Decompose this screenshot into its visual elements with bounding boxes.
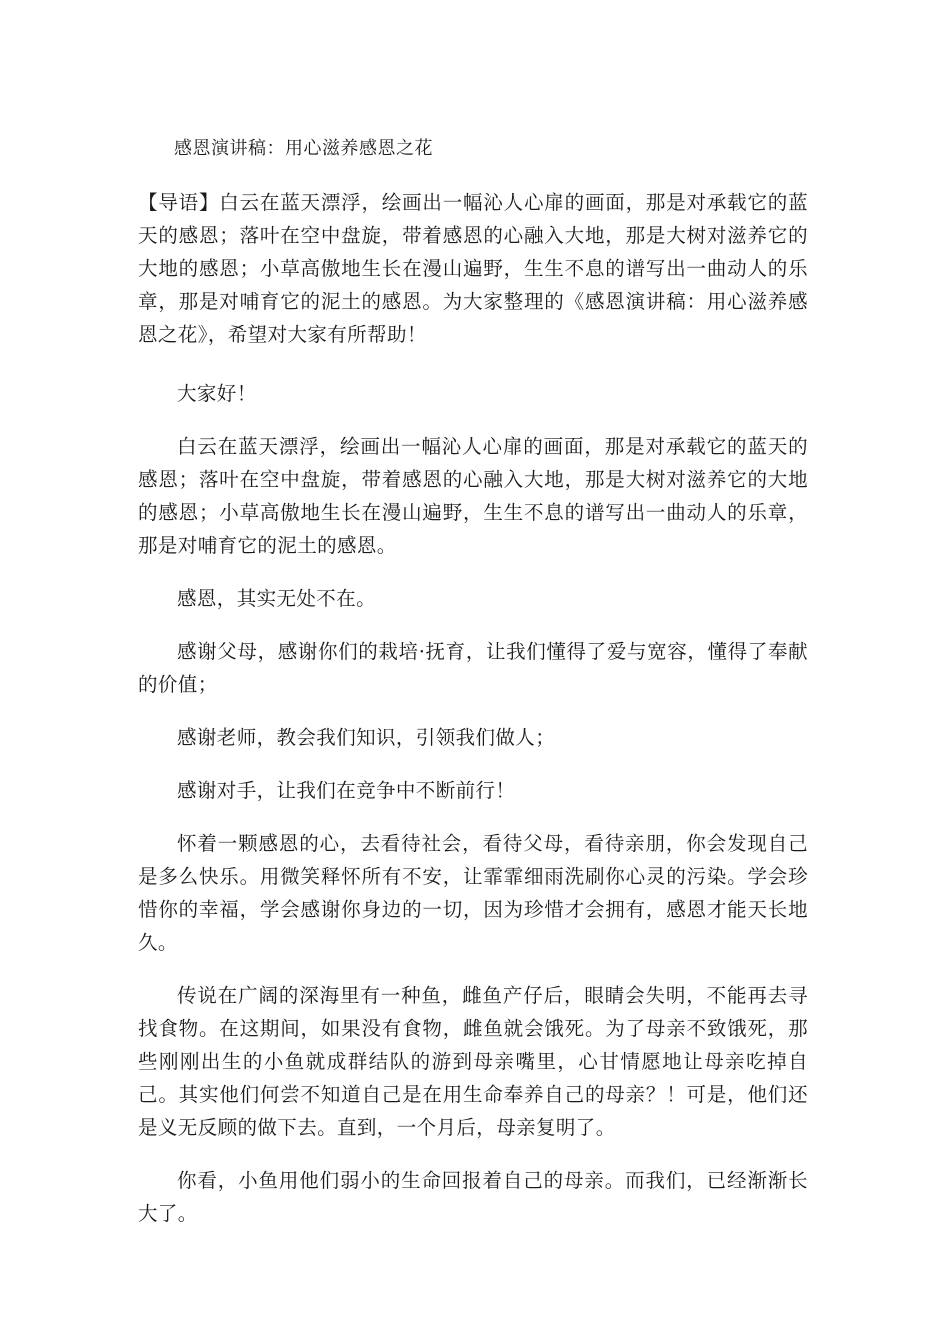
- body-paragraph: 你看，小鱼用他们弱小的生命回报着自己的母亲。而我们，已经渐渐长大了。: [138, 1169, 808, 1225]
- body-paragraph: 白云在蓝天漂浮，绘画出一幅沁人心扉的画面，那是对承载它的蓝天的感恩；落叶在空中盘旋，带着感恩的心融入大地，那是大树对滋养它的大地的感恩；小草高傲地生长在漫山遍野，生生不息的谱写出一曲动人的乐章，那是对哺育它的泥土的感恩。: [138, 435, 808, 557]
- body-paragraph: 感谢父母，感谢你们的栽培·抚育，让我们懂得了爱与宽容，懂得了奉献的价值；: [138, 640, 808, 696]
- intro-paragraph: 【导语】白云在蓝天漂浮，绘画出一幅沁人心扉的画面，那是对承载它的蓝天的感恩；落叶在空中盘旋，带着感恩的心融入大地，那是大树对滋养它的大地的感恩；小草高傲地生长在漫山遍野，生生不息的谱写出一曲动人的乐章，那是对哺育它的泥土的感恩。为大家整理的《感恩演讲稿：用心滋养感恩之花》，希望对大家有所帮助！: [138, 191, 808, 346]
- body-paragraph: 感谢对手，让我们在竞争中不断前行！: [177, 779, 516, 802]
- body-paragraph: 怀着一颗感恩的心，去看待社会，看待父母，看待亲朋，你会发现自己是多么快乐。用微笑释怀所有不安，让霏霏细雨洗刷你心灵的污染。学会珍惜你的幸福，学会感谢你身边的一切，因为珍惜才会拥有，感恩才能天长地久。: [138, 832, 808, 954]
- document-body: [138, 186, 808, 1230]
- body-paragraph: 感恩，其实无处不在。: [177, 587, 377, 610]
- body-paragraph: 感谢老师，教会我们知识，引领我们做人；: [177, 726, 556, 749]
- body-paragraph: 传说在广阔的深海里有一种鱼，雌鱼产仔后，眼睛会失明，不能再去寻找食物。在这期间，如果没有食物，雌鱼就会饿死。为了母亲不致饿死，那些刚刚出生的小鱼就成群结队的游到母亲嘴里，心甘情愿地让母亲吃掉自己。其实他们何尝不知道自己是在用生命奉养自己的母亲？！可是，他们还是义无反顾的做下去。直到，一个月后，母亲复明了。: [138, 984, 808, 1139]
- greeting-paragraph: 大家好！: [177, 382, 257, 405]
- document-title: 感恩演讲稿：用心滋养感恩之花: [174, 138, 433, 159]
